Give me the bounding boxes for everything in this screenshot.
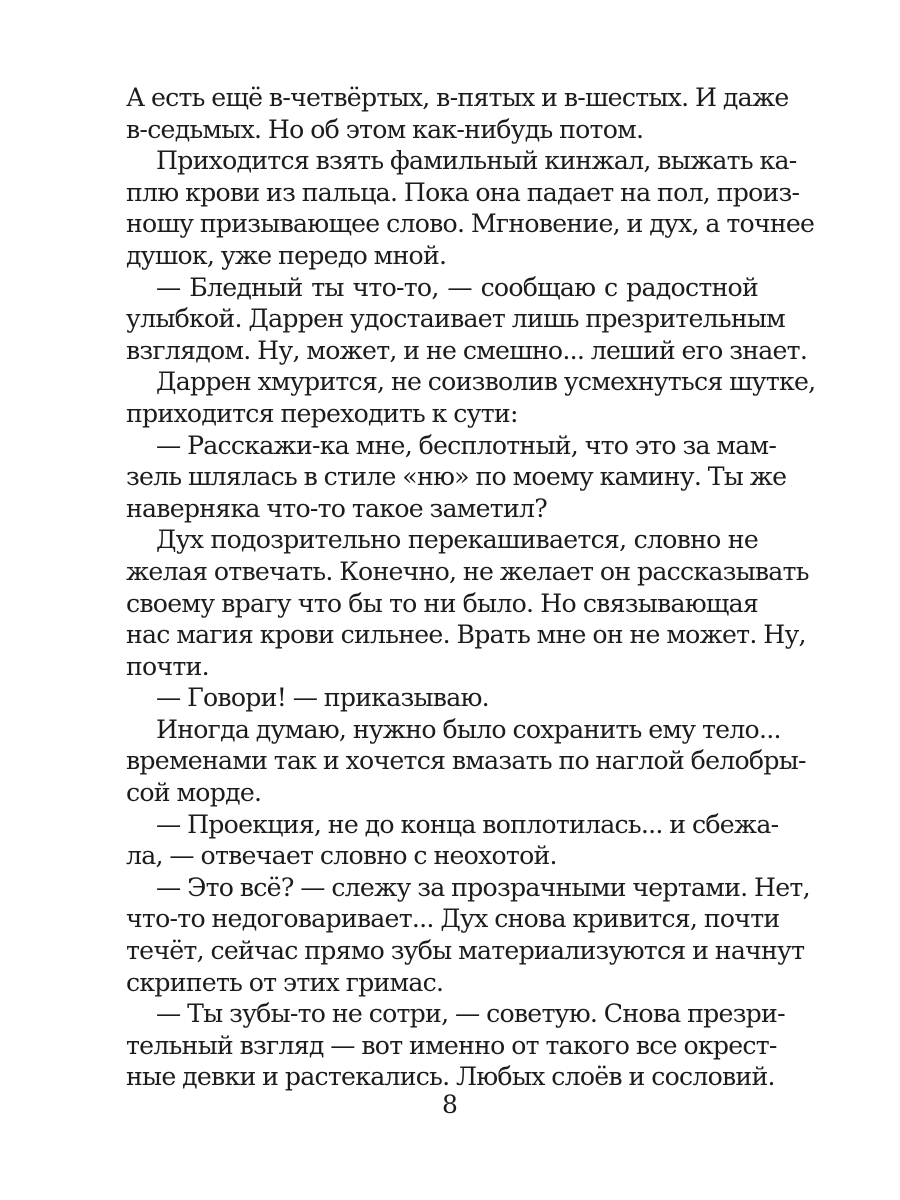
text-line: — Проекция, не до конца воплотилась... и сбежа- [156,809,779,839]
text-line: скрипеть от этих гримас. [126,967,444,997]
text-line: — Бледный ты что-то, — сообщаю с радостной [156,272,758,302]
text-line: Приходится взять фамильный кинжал, выжать ка- [156,146,797,176]
text-line: что-то недоговаривает... Дух снова кривится, почти [126,904,780,934]
text-line: желая отвечать. Конечно, не желает он рассказывать [126,556,809,586]
text-line: — Ты зубы-то не сотри, — советую. Снова презри- [156,999,785,1029]
text-line: нас магия крови сильнее. Врать мне он не может. Ну, [126,620,806,650]
text-line: Даррен хмурится, не соизволив усмехнуться шутке, [156,367,816,397]
text-line: улыбкой. Даррен удостаивает лишь презрительным [126,304,786,334]
text-line: — Расскажи-ка мне, бесплотный, что это за мам- [156,430,777,460]
text-line: временами так и хочется вмазать по наглой белобры- [126,746,806,776]
text-line: ла, — отвечает словно с неохотой. [126,841,557,871]
text-line: душок, уже передо мной. [126,240,447,270]
text-line: своему врагу что бы то ни было. Но связывающая [126,588,758,618]
page-number: 8 [442,1090,458,1119]
text-line: А есть ещё в-четвёртых, в-пятых и в-шестых. И даже [126,83,789,112]
text-line: сой морде. [126,778,262,808]
text-line: — Говори! — приказываю. [156,683,489,713]
text-line: течёт, сейчас прямо зубы материализуются и начнут [126,936,805,966]
text-line: тельный взгляд — вот именно от такого все окрест- [126,1030,777,1060]
text-line: Иногда думаю, нужно было сохранить ему тело... [156,714,781,744]
text-line: наверняка что-то такое заметил? [126,493,548,523]
text-line: зель шлялась в стиле «ню» по моему камину. Ты же [126,462,787,492]
text-line: в-седьмых. Но об этом как-нибудь потом. [126,114,644,144]
text-line: — Это всё? — слежу за прозрачными чертами. Нет, [156,872,810,902]
text-line: взглядом. Ну, может, и не смешно... леший его знает. [126,335,808,365]
text-line: Дух подозрительно перекашивается, словно не [156,525,758,555]
text-line: плю крови из пальца. Пока она падает на пол, произ- [126,177,800,207]
text-line: ные девки и растекались. Любых слоёв и сословий. [126,1062,775,1092]
body-text [126,82,816,1093]
text-line: приходится переходить к сути: [126,398,518,428]
text-line: ношу призывающее слово. Мгновение, и дух, а точнее [126,209,815,239]
text-line: почти. [126,651,209,681]
